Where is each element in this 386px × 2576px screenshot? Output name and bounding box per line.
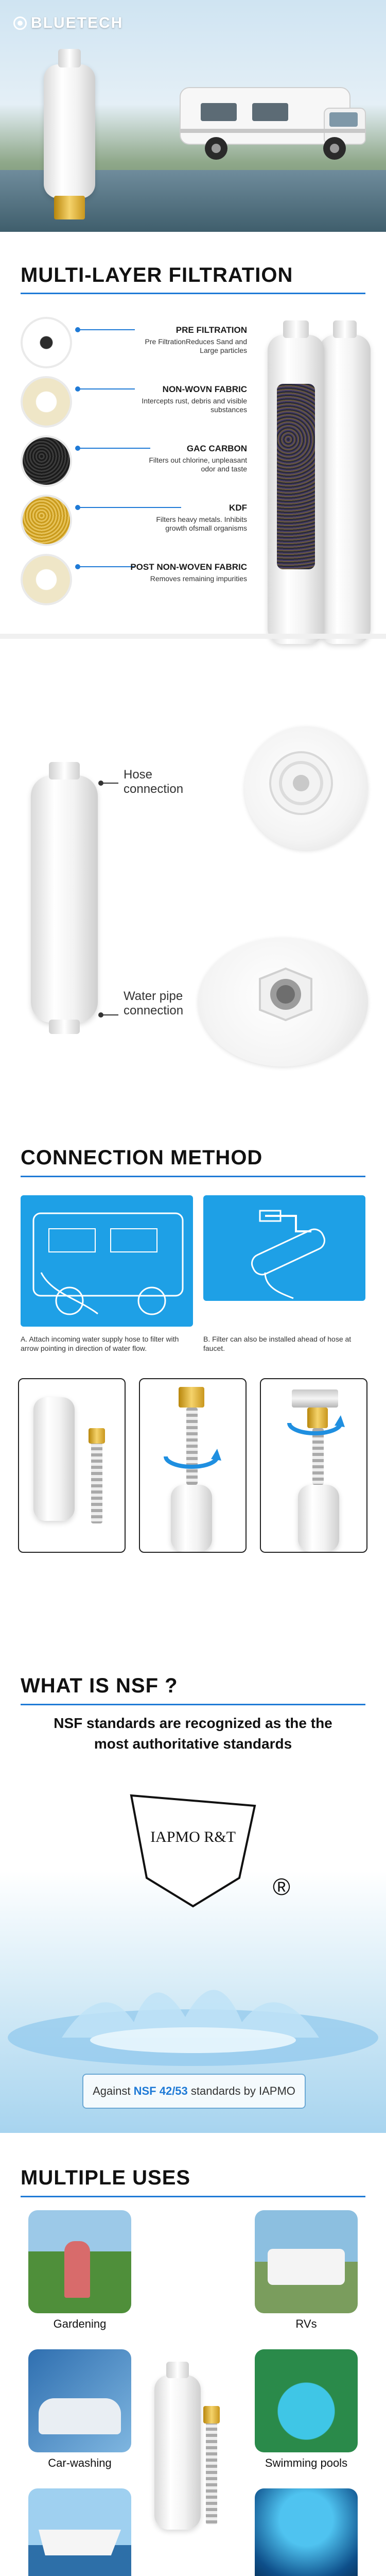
nsf-section [0,1656,386,2133]
hose-label-line-1: Hose [124,768,153,782]
hose-label-line-2: connection [124,782,184,796]
use-gardening [28,2210,131,2331]
badge-suffix: standards by IAPMO [190,2084,295,2097]
kdf-disk-icon [21,495,72,546]
iapmo-certification-logo [121,1785,265,1914]
pre-filtration-disk-icon [21,317,72,368]
layer-desc: Filters out chlorine, unpleasant odor and taste [149,456,247,473]
water-splash-illustration [0,1945,386,2079]
diagram-panel-b [203,1195,365,1301]
boat-photo-icon [28,2488,131,2576]
uses-brass-fitting [203,2406,220,2424]
use-boats [28,2488,131,2576]
hero-banner [0,0,386,232]
layer-desc: Intercepts rust, debris and visible substances [142,397,247,414]
layer-name: KDF [229,503,247,513]
diagram-panel-a [21,1195,193,1327]
pipe-fitting-detail [198,938,368,1066]
layer-name: NON-WOVN FABRIC [162,384,247,394]
layer-pre-filtration [21,317,247,368]
cutaway-cartridge-back [319,335,371,644]
section-divider [0,634,386,639]
faucet-diagram [203,1195,365,1301]
rv-hose-diagram [21,1195,193,1327]
pointer-line [78,507,181,508]
camper-van-illustration [170,77,371,165]
car-washing-photo-icon [28,2349,131,2452]
section-title: MULTI-LAYER FILTRATION [21,264,293,286]
use-label: Gardening [53,2317,107,2330]
hose-connection-label [124,768,183,796]
registered-mark-icon: ® [273,1873,290,1900]
title-underline [21,1176,365,1177]
detail-filter-cartridge [31,775,98,1023]
layer-name: PRE FILTRATION [176,325,247,335]
use-label: RVs [295,2317,317,2330]
swimming-pool-photo-icon [255,2349,358,2452]
uses-filter-cartridge [154,2375,201,2530]
aquarium-photo-icon [255,2488,358,2576]
use-swimming-pools [255,2349,358,2470]
brand-mark-icon [13,16,27,30]
rotate-arrow-icon [161,1441,222,1472]
layer-gac-carbon [21,435,247,487]
title-underline [21,1704,365,1705]
layer-desc: Removes remaining impurities [150,574,247,583]
use-car-washing [28,2349,131,2470]
layer-kdf [21,495,247,546]
connection-method-title: CONNECTION METHOD [21,1146,263,1169]
pointer-line [78,566,135,567]
gardening-photo-icon [28,2210,131,2313]
pointer-line [78,448,150,449]
hero-brass-fitting [54,196,85,219]
logo-text: IAPMO R&T [150,1828,236,1845]
layer-name: POST NON-WOVEN FABRIC [130,562,247,572]
nsf-standard-badge [82,2074,306,2109]
use-label: Car-washing [48,2456,112,2469]
water-pipe-connection-label [124,989,183,1018]
hose-connection-zoom [244,726,368,850]
use-fish-health [255,2488,358,2576]
use-label: Swimming pools [265,2456,348,2469]
layer-name: GAC CARBON [186,444,247,453]
hose-fitting-detail [244,726,368,850]
cutaway-cartridge-front [268,335,324,644]
pipe-label-line-1: Water pipe [124,989,183,1003]
badge-prefix: Against [93,2084,131,2097]
gac-carbon-disk-icon [21,435,72,487]
nsf-subtitle-line-1: NSF standards are recognized as the the [54,1715,332,1731]
rv-photo-icon [255,2210,358,2313]
install-photo-2 [139,1378,247,1553]
layer-desc: Filters heavy metals. Inhibits growth ofsmall organisms [156,515,247,532]
pointer-line [78,388,135,389]
hero-filter-cartridge [44,64,95,198]
nsf-subtitle [21,1713,365,1754]
brand-logo [13,14,123,32]
nsf-title: WHAT IS NSF ? [21,1674,178,1697]
install-photo-3 [260,1378,367,1553]
brand-name: BLUETECH [31,14,124,31]
pointer-line [78,329,135,330]
title-underline [21,293,365,294]
post-non-woven-disk-icon [21,554,72,605]
non-woven-disk-icon [21,376,72,428]
install-photo-1 [18,1378,126,1553]
caption-b: B. Filter can also be installed ahead of hose at faucet. [203,1335,352,1352]
uses-brass-hose [206,2421,217,2524]
badge-standard: NSF 42/53 [133,2084,188,2097]
filter-media-core [277,384,315,569]
caption-a: A. Attach incoming water supply hose to filter with arrow pointing in direction of water flow. [21,1335,179,1352]
pipe-label-line-2: connection [124,1004,184,1018]
layer-non-woven [21,376,247,428]
title-underline [21,2196,365,2197]
uses-title: MULTIPLE USES [21,2166,191,2189]
rotate-arrow-icon [284,1408,346,1438]
water-pipe-connection-zoom [198,938,368,1066]
layer-desc: Pre FiltrationReduces Sand and Large particles [145,337,247,354]
nsf-subtitle-line-2: most authoritative standards [94,1736,292,1752]
multiple-uses-section [0,2133,386,2576]
layer-post-non-woven [21,554,247,605]
use-rvs [255,2210,358,2331]
